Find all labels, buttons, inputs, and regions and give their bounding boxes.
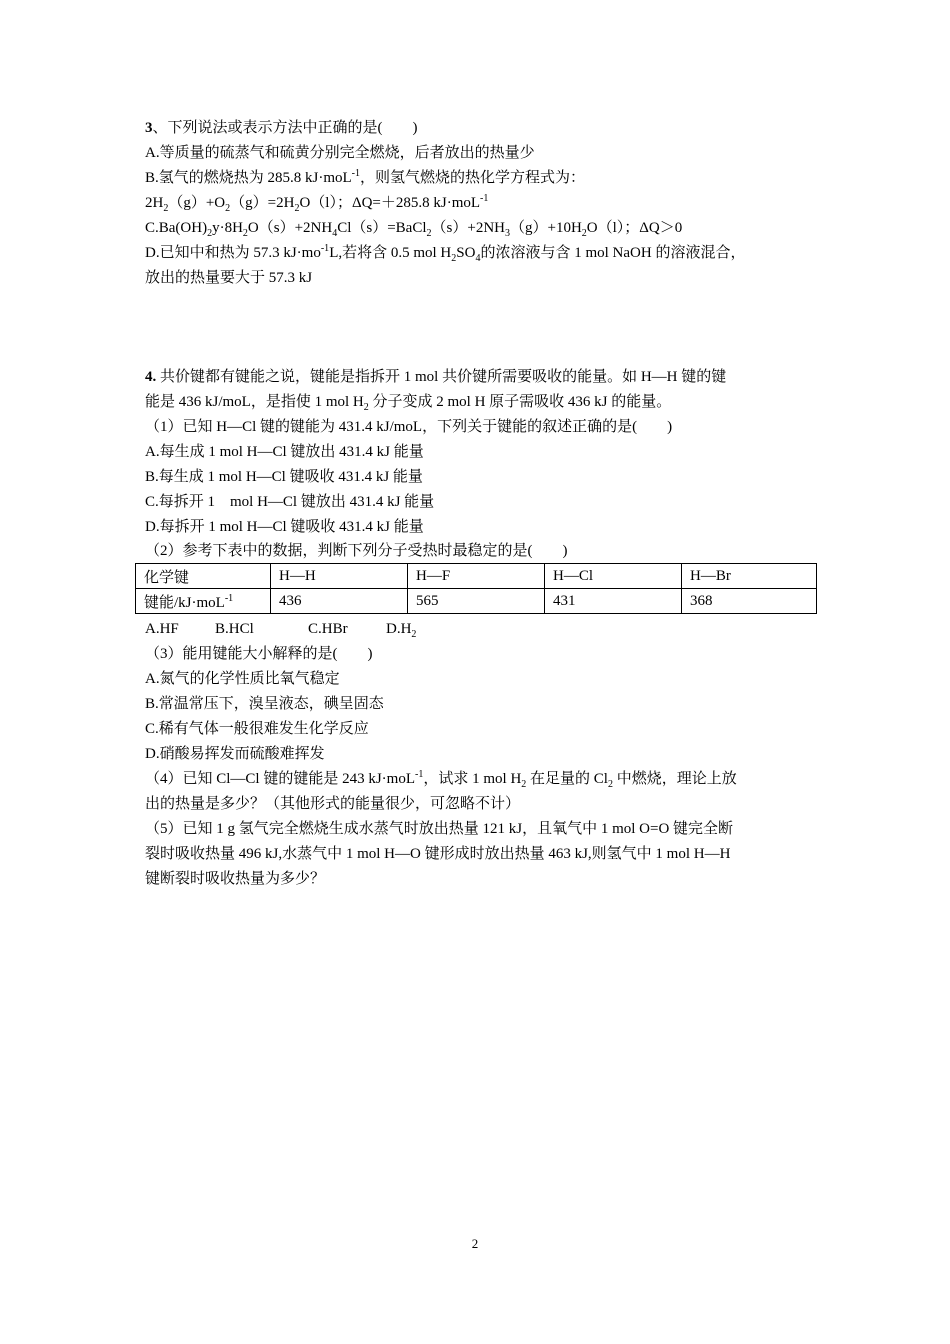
- optc-part: Cl（s）=BaCl: [337, 220, 427, 236]
- table-cell: H—Br: [682, 564, 817, 589]
- eq-sub: 2: [294, 203, 300, 214]
- p4-sub: 2: [607, 779, 613, 790]
- eq-part: （g）=2H: [230, 195, 295, 211]
- q3-option-a: A.等质量的硫蒸气和硫黄分别完全燃烧，后者放出的热量少: [145, 145, 535, 161]
- optd-part: L,若将含 0.5 mol H: [329, 245, 452, 261]
- p4-sub: 2: [521, 779, 527, 790]
- q3-stem: [145, 118, 418, 138]
- optc-part: O（s）+2NH: [247, 220, 333, 236]
- optd-part: SO: [456, 245, 476, 261]
- eq-sub: 2: [163, 203, 169, 214]
- q4-part3-option-c: C.稀有气体一般很难发生化学反应: [145, 721, 369, 737]
- q4-intro-line1: [145, 367, 726, 387]
- row-label-sup: -1: [224, 592, 234, 604]
- q4-part1-option-a: A.每生成 1 mol H—Cl 键放出 431.4 kJ 能量: [145, 444, 424, 460]
- optd-sub: 4: [475, 253, 481, 264]
- p4-part: 在足量的 Cl: [526, 771, 608, 787]
- optd-part: 的浓溶液与含 1 mol NaOH 的溶液混合，: [480, 245, 746, 261]
- q4-intro-text2a: 能是 436 kJ/moL，是指使 1 mol H: [145, 394, 364, 410]
- q4-part1-option-c: C.每拆开 1 mol H—Cl 键放出 431.4 kJ 能量: [145, 494, 435, 510]
- optc-part: （s）+2NH: [431, 220, 505, 236]
- q4-part5-line3: 键断裂时吸收热量为多少？: [145, 871, 326, 887]
- q3-option-b: [145, 168, 585, 188]
- q4-part3-stem: （3）能用键能大小解释的是( ): [145, 646, 373, 662]
- table-row: [136, 589, 817, 614]
- bond-energy-table: [135, 563, 817, 614]
- optc-sub: 4: [332, 228, 338, 239]
- table-cell: 565: [408, 589, 545, 614]
- q4-part2-option-b: B.HCl: [215, 621, 254, 637]
- q3-option-b-text1: B.氢气的燃烧热为 285.8 kJ·moL: [145, 170, 352, 186]
- optc-sub: 2: [581, 228, 587, 239]
- eq-part: 2H: [145, 195, 164, 211]
- q4-part5-line1: （5）已知 1 g 氢气完全燃烧生成水蒸气时放出热量 121 kJ，且氧气中 1 mol O=O 键完全断: [145, 821, 734, 837]
- page-number: 2: [471, 1236, 479, 1251]
- q4-intro-text1: 共价键都有键能之说，键能是指拆开 1 mol 共价键所需要吸收的能量。如 H—H 键的键: [156, 369, 727, 385]
- option-d-text: D.H: [386, 621, 412, 637]
- table-row-label: [136, 589, 271, 614]
- q4-part1-stem: （1）已知 H—Cl 键的键能为 431.4 kJ/moL，下列关于键能的叙述正确的是( ): [145, 419, 673, 435]
- p4-part: 中燃烧，理论上放: [612, 771, 737, 787]
- q4-part3-option-d: D.硝酸易挥发而硫酸难挥发: [145, 746, 325, 762]
- q4-part5-line2: 裂时吸收热量 496 kJ,水蒸气中 1 mol H—O 键形成时放出热量 463 kJ,则氢气中 1 mol H—H: [145, 846, 731, 862]
- table-cell: 436: [271, 589, 408, 614]
- table-cell: H—F: [408, 564, 545, 589]
- q4-intro-line2: [145, 392, 671, 412]
- optc-part: y·8H: [212, 220, 243, 236]
- q4-intro-sub: 2: [363, 402, 369, 413]
- q4-part2-options: [145, 619, 416, 639]
- q3-option-b-text2: ，则氢气燃烧的热化学方程式为：: [360, 170, 586, 186]
- q3-option-d-cont: 放出的热量要大于 57.3 kJ: [145, 270, 313, 286]
- q4-part4-line2: 出的热量是多少？（其他形式的能量很少，可忽略不计）: [145, 796, 521, 812]
- table-cell: H—Cl: [545, 564, 682, 589]
- optc-sub: 2: [426, 228, 432, 239]
- q4-part2-option-c: C.HBr: [308, 621, 348, 637]
- q4-part1-option-b: B.每生成 1 mol H—Cl 键吸收 431.4 kJ 能量: [145, 469, 423, 485]
- table-cell: H—H: [271, 564, 408, 589]
- q4-part2-option-a: A.HF: [145, 621, 179, 637]
- q4-part3-option-b: B.常温常压下，溴呈液态，碘呈固态: [145, 696, 384, 712]
- table-header-row: [136, 564, 817, 589]
- table-cell: 368: [682, 589, 817, 614]
- optc-sub: 2: [242, 228, 248, 239]
- q4-part2-stem: （2）参考下表中的数据，判断下列分子受热时最稳定的是( ): [145, 543, 568, 559]
- optd-part: D.已知中和热为 57.3 kJ·mo: [145, 245, 321, 261]
- q3-option-c: [145, 218, 682, 238]
- table-cell: 431: [545, 589, 682, 614]
- optc-sub: 3: [504, 228, 510, 239]
- eq-sup: -1: [480, 193, 489, 204]
- q4-intro-text2b: 分子变成 2 mol H 原子需吸收 436 kJ 的能量。: [368, 394, 672, 410]
- p4-part: （4）已知 Cl—Cl 键的键能是 243 kJ·moL: [145, 771, 416, 787]
- optc-part: C.Ba(OH): [145, 220, 208, 236]
- q4-part4-line1: [145, 769, 737, 789]
- eq-sub: 2: [225, 203, 231, 214]
- option-d-sub: 2: [411, 629, 417, 640]
- table-cell: 化学键: [136, 564, 271, 589]
- q3-stem-text: 、下列说法或表示方法中正确的是( ): [152, 120, 418, 136]
- q3-equation: [145, 193, 488, 213]
- optc-part: O（l）；ΔQ＞0: [586, 220, 683, 236]
- optd-sup: -1: [320, 243, 330, 254]
- q3-number: 3: [145, 120, 153, 136]
- q4-number: 4.: [145, 369, 157, 385]
- q4-part3-option-a: A.氮气的化学性质比氧气稳定: [145, 671, 340, 687]
- optd-sub: 2: [451, 253, 457, 264]
- q3-option-d: [145, 243, 745, 263]
- p4-part: ，试求 1 mol H: [423, 771, 522, 787]
- eq-part: （g）+O: [168, 195, 226, 211]
- optc-part: （g）+10H: [509, 220, 582, 236]
- q4-part2-option-d: [386, 619, 416, 639]
- q3-option-b-sup: -1: [351, 168, 361, 179]
- eq-part: O（l）；ΔQ=＋285.8 kJ·moL: [299, 195, 481, 211]
- row-label-text: 键能/kJ·moL: [144, 594, 225, 611]
- p4-sup: -1: [415, 769, 424, 780]
- optc-sub: 2: [207, 228, 213, 239]
- q4-part1-option-d: D.每拆开 1 mol H—Cl 键吸收 431.4 kJ 能量: [145, 519, 424, 535]
